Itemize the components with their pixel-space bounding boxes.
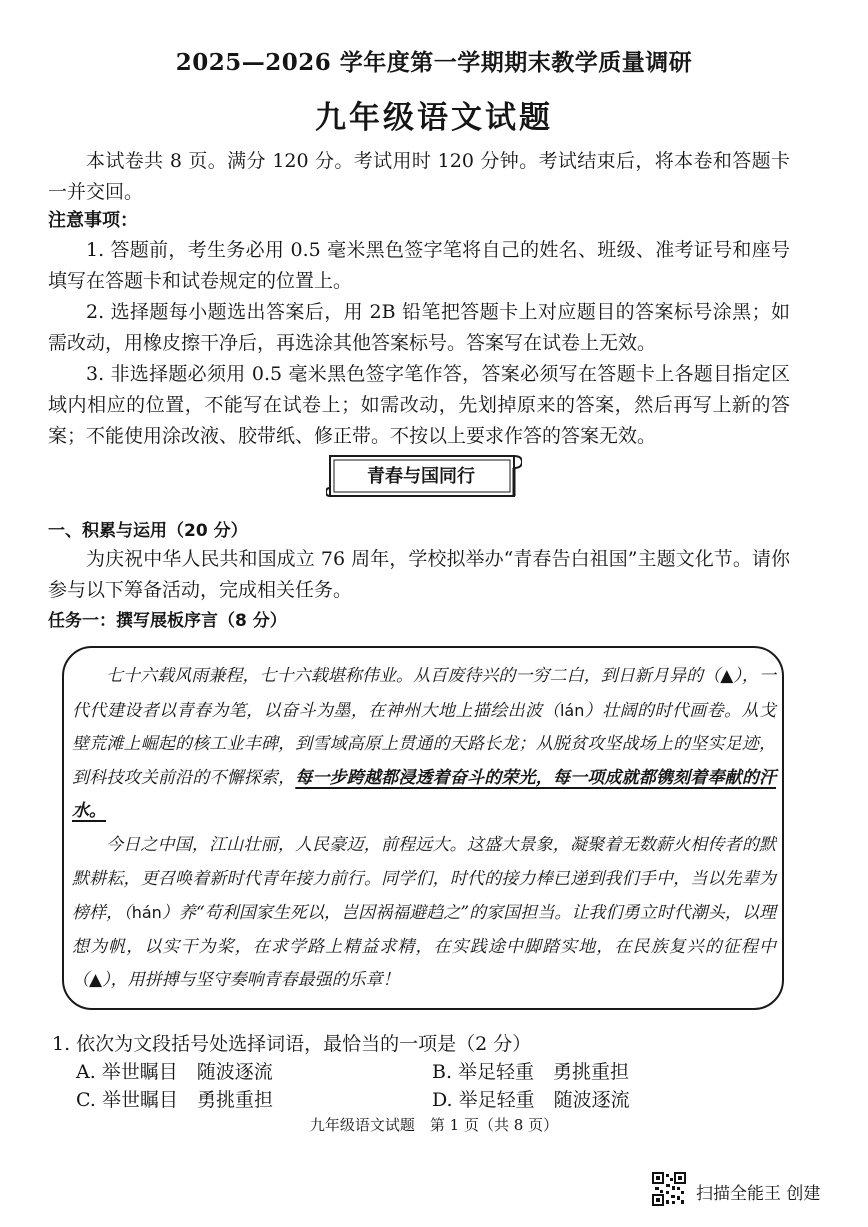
passage-text: ）养“苟利国家生死以，岂因祸福避趋之”的家国担当。让我们勇立时代潮头，以理想为帆，以实干为桨，在求学路上精益求精，在实践途中脚踏实地，在民族复兴的征程中（	[72, 903, 776, 990]
pinyin-annotation: hán	[131, 903, 162, 922]
underlined-sentence: 每一步跨越都浸透着奋斗的荣光，每一项成就都镌刻着奉献的汗水。	[72, 767, 777, 821]
page-footer: 九年级语文试题 第 1 页（共 8 页）	[309, 1116, 559, 1134]
passage-text: ），一代代建设者以青春为笔，以奋斗为墨，在神州大地上描绘出波（	[72, 666, 776, 721]
blank-triangle-mark: ▲	[720, 666, 734, 686]
notice-item-3: 3. 非选择题必须用 0.5 毫米黑色签字笔作答，答案必须写在答题卡上各题目指定区域内相应的位置，不能写在试卷上；如需改动，先划掉原来的答案，然后再写上新的答案；不能使用涂改液、胶带纸、修正带。不按以上要求作答的答案无效。	[48, 363, 790, 447]
blank-triangle-mark: ▲	[89, 970, 103, 990]
passage-paragraph-2	[72, 829, 776, 998]
notice-item-2: 2. 选择题每小题选出答案后，用 2B 铅笔把答题卡上对应题目的答案标号涂黑；如需改动，用橡皮擦干净后，再选涂其他答案标号。答案写在试卷上无效。	[48, 301, 790, 354]
passage-text: ），用拼搏与坚守奏响青春最强的乐章！	[102, 970, 400, 990]
passage-paragraph-1	[72, 660, 776, 829]
question-1-option-a: A. 举世瞩目 随波逐流	[76, 1061, 273, 1083]
notice-item-1: 1. 答题前，考生务必用 0.5 毫米黑色签字笔将自己的姓名、班级、准考证号和座号填写在答题卡和试卷规定的位置上。	[48, 239, 790, 292]
task-heading: 任务一：撰写展板序言（8 分）	[48, 611, 287, 631]
scanner-watermark	[652, 1172, 852, 1208]
pinyin-annotation: lán	[559, 700, 585, 720]
exam-title: 九年级语文试题	[315, 100, 553, 136]
question-1-option-c: C. 举世瞩目 勇挑重担	[76, 1089, 273, 1111]
question-1-option-b: B. 举足轻重 勇挑重担	[432, 1061, 630, 1083]
notice-heading: 注意事项：	[48, 210, 138, 231]
question-1-option-d: D. 举足轻重 随波逐流	[432, 1089, 630, 1111]
exam-instructions: 本试卷共 8 页。满分 120 分。考试用时 120 分钟。考试结束后，将本卷和答题卡一并交回。	[48, 150, 790, 203]
question-1-stem: 1. 依次为文段括号处选择词语，最恰当的一项是（2 分）	[52, 1033, 532, 1055]
section-intro: 为庆祝中华人民共和国成立 76 周年，学校拟举办“青春告白祖国”主题文化节。请你参与以下筹备活动，完成相关任务。	[48, 548, 790, 601]
qr-code-icon	[652, 1172, 686, 1206]
scroll-banner	[326, 450, 522, 502]
exam-term-heading: 2025—2026 学年度第一学期期末教学质量调研	[175, 49, 693, 76]
section-heading: 一、积累与运用（20 分）	[48, 521, 248, 541]
passage-text: 七十六载风雨兼程，七十六载堪称伟业。从百废待兴的一穷二白，到日新月异的（	[106, 666, 721, 686]
passage-text: ）壮阔的时代画卷。从戈壁荒滩上崛起的核工业丰碑，到雪域高原上贯通的天路长龙；从脱贫攻坚战场上的坚实足迹，到科技攻关前沿的不懈探索，	[72, 700, 777, 788]
banner-title: 青春与国同行	[367, 466, 475, 487]
scanner-watermark-text: 扫描全能王 创建	[696, 1184, 821, 1204]
passage-text: 今日之中国，江山壮丽，人民豪迈，前程远大。这盛大景象，凝聚着无数薪火相传者的默默耕耘，更召唤着新时代青年接力前行。同学们，时代的接力棒已递到我们手中，当以先辈为榜样，（	[72, 835, 776, 923]
